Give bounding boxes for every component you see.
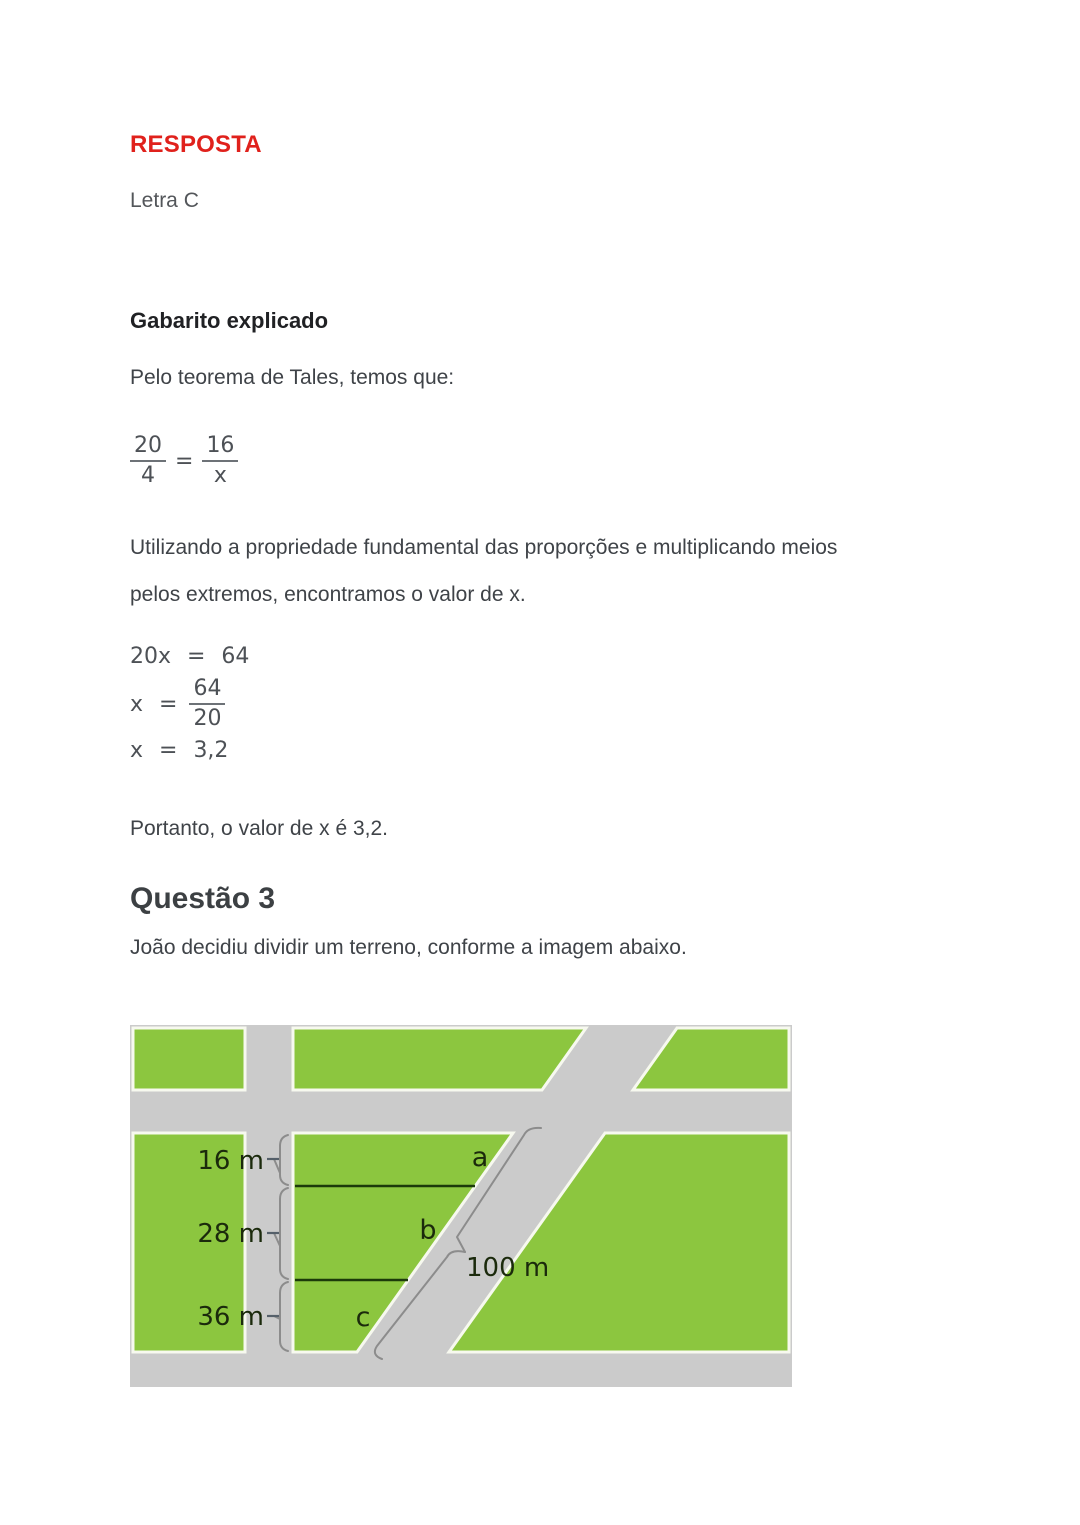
land-division-figure — [130, 1025, 792, 1387]
label-28m: 28 m — [197, 1219, 264, 1249]
equals-sign: = — [175, 448, 194, 474]
fraction-denominator: 20 — [193, 706, 222, 731]
answer-letter: Letra C — [130, 189, 199, 212]
paragraph-line: pelos extremos, encontramos o valor de x. — [130, 583, 526, 606]
explained-heading: Gabarito explicado — [130, 308, 329, 333]
fraction-result — [189, 676, 225, 732]
land-map — [130, 1025, 792, 1387]
fraction-left — [130, 433, 166, 489]
fraction-denominator: 4 — [141, 463, 155, 488]
label-lot-b: b — [419, 1215, 437, 1246]
label-100m: 100 m — [466, 1253, 550, 1283]
fraction-bar — [189, 703, 225, 705]
label-lot-a: a — [471, 1142, 489, 1173]
equation-line-2-prefix: x = — [130, 691, 178, 717]
explained-intro: Pelo teorema de Tales, temos que: — [130, 366, 455, 389]
land-block-top-left — [133, 1028, 245, 1090]
question-intro: João decidiu dividir um terreno, conforme a imagem abaixo. — [130, 936, 687, 959]
fraction-right — [202, 433, 238, 489]
fraction-numerator: 20 — [134, 433, 162, 458]
fraction-numerator: 64 — [193, 676, 222, 701]
label-16m: 16 m — [197, 1146, 264, 1176]
answer-heading: RESPOSTA — [130, 131, 262, 158]
fraction-numerator: 16 — [206, 433, 235, 458]
equation-solution — [130, 644, 249, 764]
fraction-bar — [130, 460, 166, 462]
equation-proportion — [130, 433, 238, 489]
question-heading: Questão 3 — [130, 882, 276, 915]
explained-paragraph — [130, 524, 837, 618]
fraction-bar — [202, 460, 238, 462]
label-lot-c: c — [355, 1302, 371, 1333]
land-block-top-middle — [293, 1028, 586, 1090]
label-36m: 36 m — [197, 1302, 264, 1332]
fraction-denominator: x — [213, 463, 227, 488]
explained-conclusion: Portanto, o valor de x é 3,2. — [130, 817, 388, 840]
paragraph-line: Utilizando a propriedade fundamental das proporções e multiplicando meios — [130, 536, 838, 559]
equation-line-3: x = 3,2 — [130, 738, 229, 763]
equation-line-1: 20x = 64 — [130, 644, 250, 669]
equation-line-2 — [130, 676, 225, 732]
